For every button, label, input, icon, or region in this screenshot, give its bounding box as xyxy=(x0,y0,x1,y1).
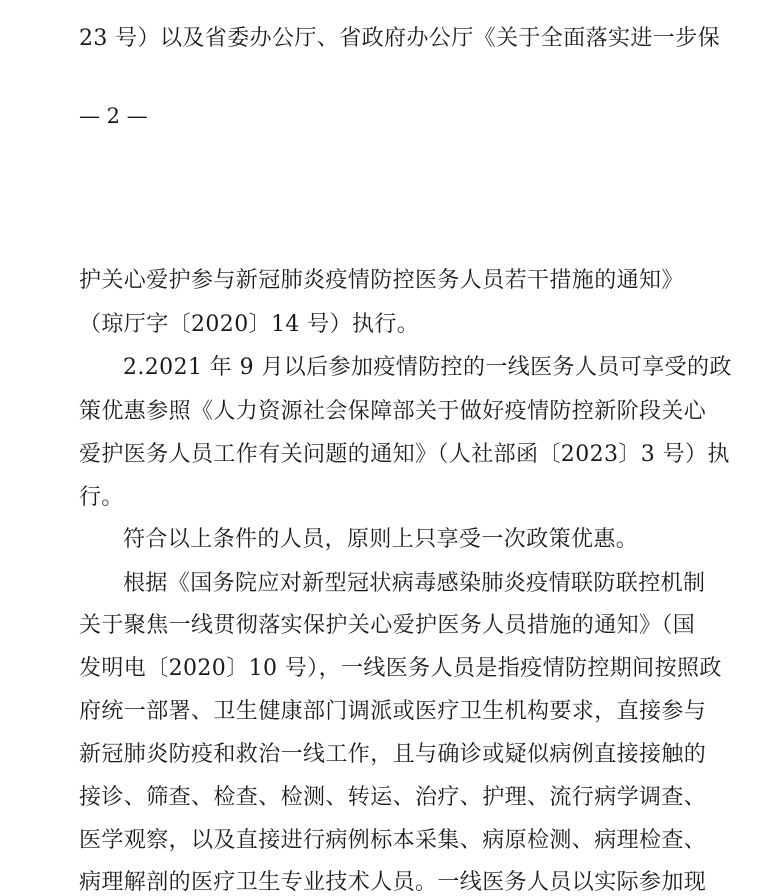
document-line: 2.2021 年 9 月以后参加疫情防控的一线医务人员可享受的政 xyxy=(123,355,732,380)
document-line: 符合以上条件的人员，原则上只享受一次政策优惠。 xyxy=(123,527,639,552)
document-line: 府统一部署、卫生健康部门调派或医疗卫生机构要求，直接参与 xyxy=(79,699,707,724)
document-line-top: 23 号）以及省委办公厅、省政府办公厅《关于全面落实进一步保 xyxy=(79,26,720,51)
document-line: 接诊、筛查、检查、检测、转运、治疗、护理、流行病学调查、 xyxy=(79,785,707,810)
document-line: 策优惠参照《人力资源社会保障部关于做好疫情防控新阶段关心 xyxy=(79,399,707,424)
document-line: 行。 xyxy=(79,485,124,510)
document-line: 根据《国务院应对新型冠状病毒感染肺炎疫情联防联控机制 xyxy=(123,571,706,596)
page-number: — 2 — xyxy=(79,104,148,128)
document-line: 关于聚焦一线贯彻落实保护关心爱护医务人员措施的通知》（国 xyxy=(79,613,696,638)
document-line: （琼厅字〔2020〕14 号）执行。 xyxy=(79,312,420,337)
document-line: 新冠肺炎防疫和救治一线工作，且与确诊或疑似病例直接接触的 xyxy=(79,742,707,767)
document-line: 爱护医务人员工作有关问题的通知》（人社部函〔2023〕3 号）执 xyxy=(79,442,730,467)
document-line: 病理解剖的医疗卫生专业技术人员。一线医务人员以实际参加现 xyxy=(79,870,707,895)
document-line: 护关心爱护参与新冠肺炎疫情防控医务人员若干措施的通知》 xyxy=(79,268,684,293)
document-line: 医学观察，以及直接进行病例标本采集、病原检测、病理检查、 xyxy=(79,828,707,853)
document-line: 发明电〔2020〕10 号），一线医务人员是指疫情防控期间按照政 xyxy=(79,656,722,681)
